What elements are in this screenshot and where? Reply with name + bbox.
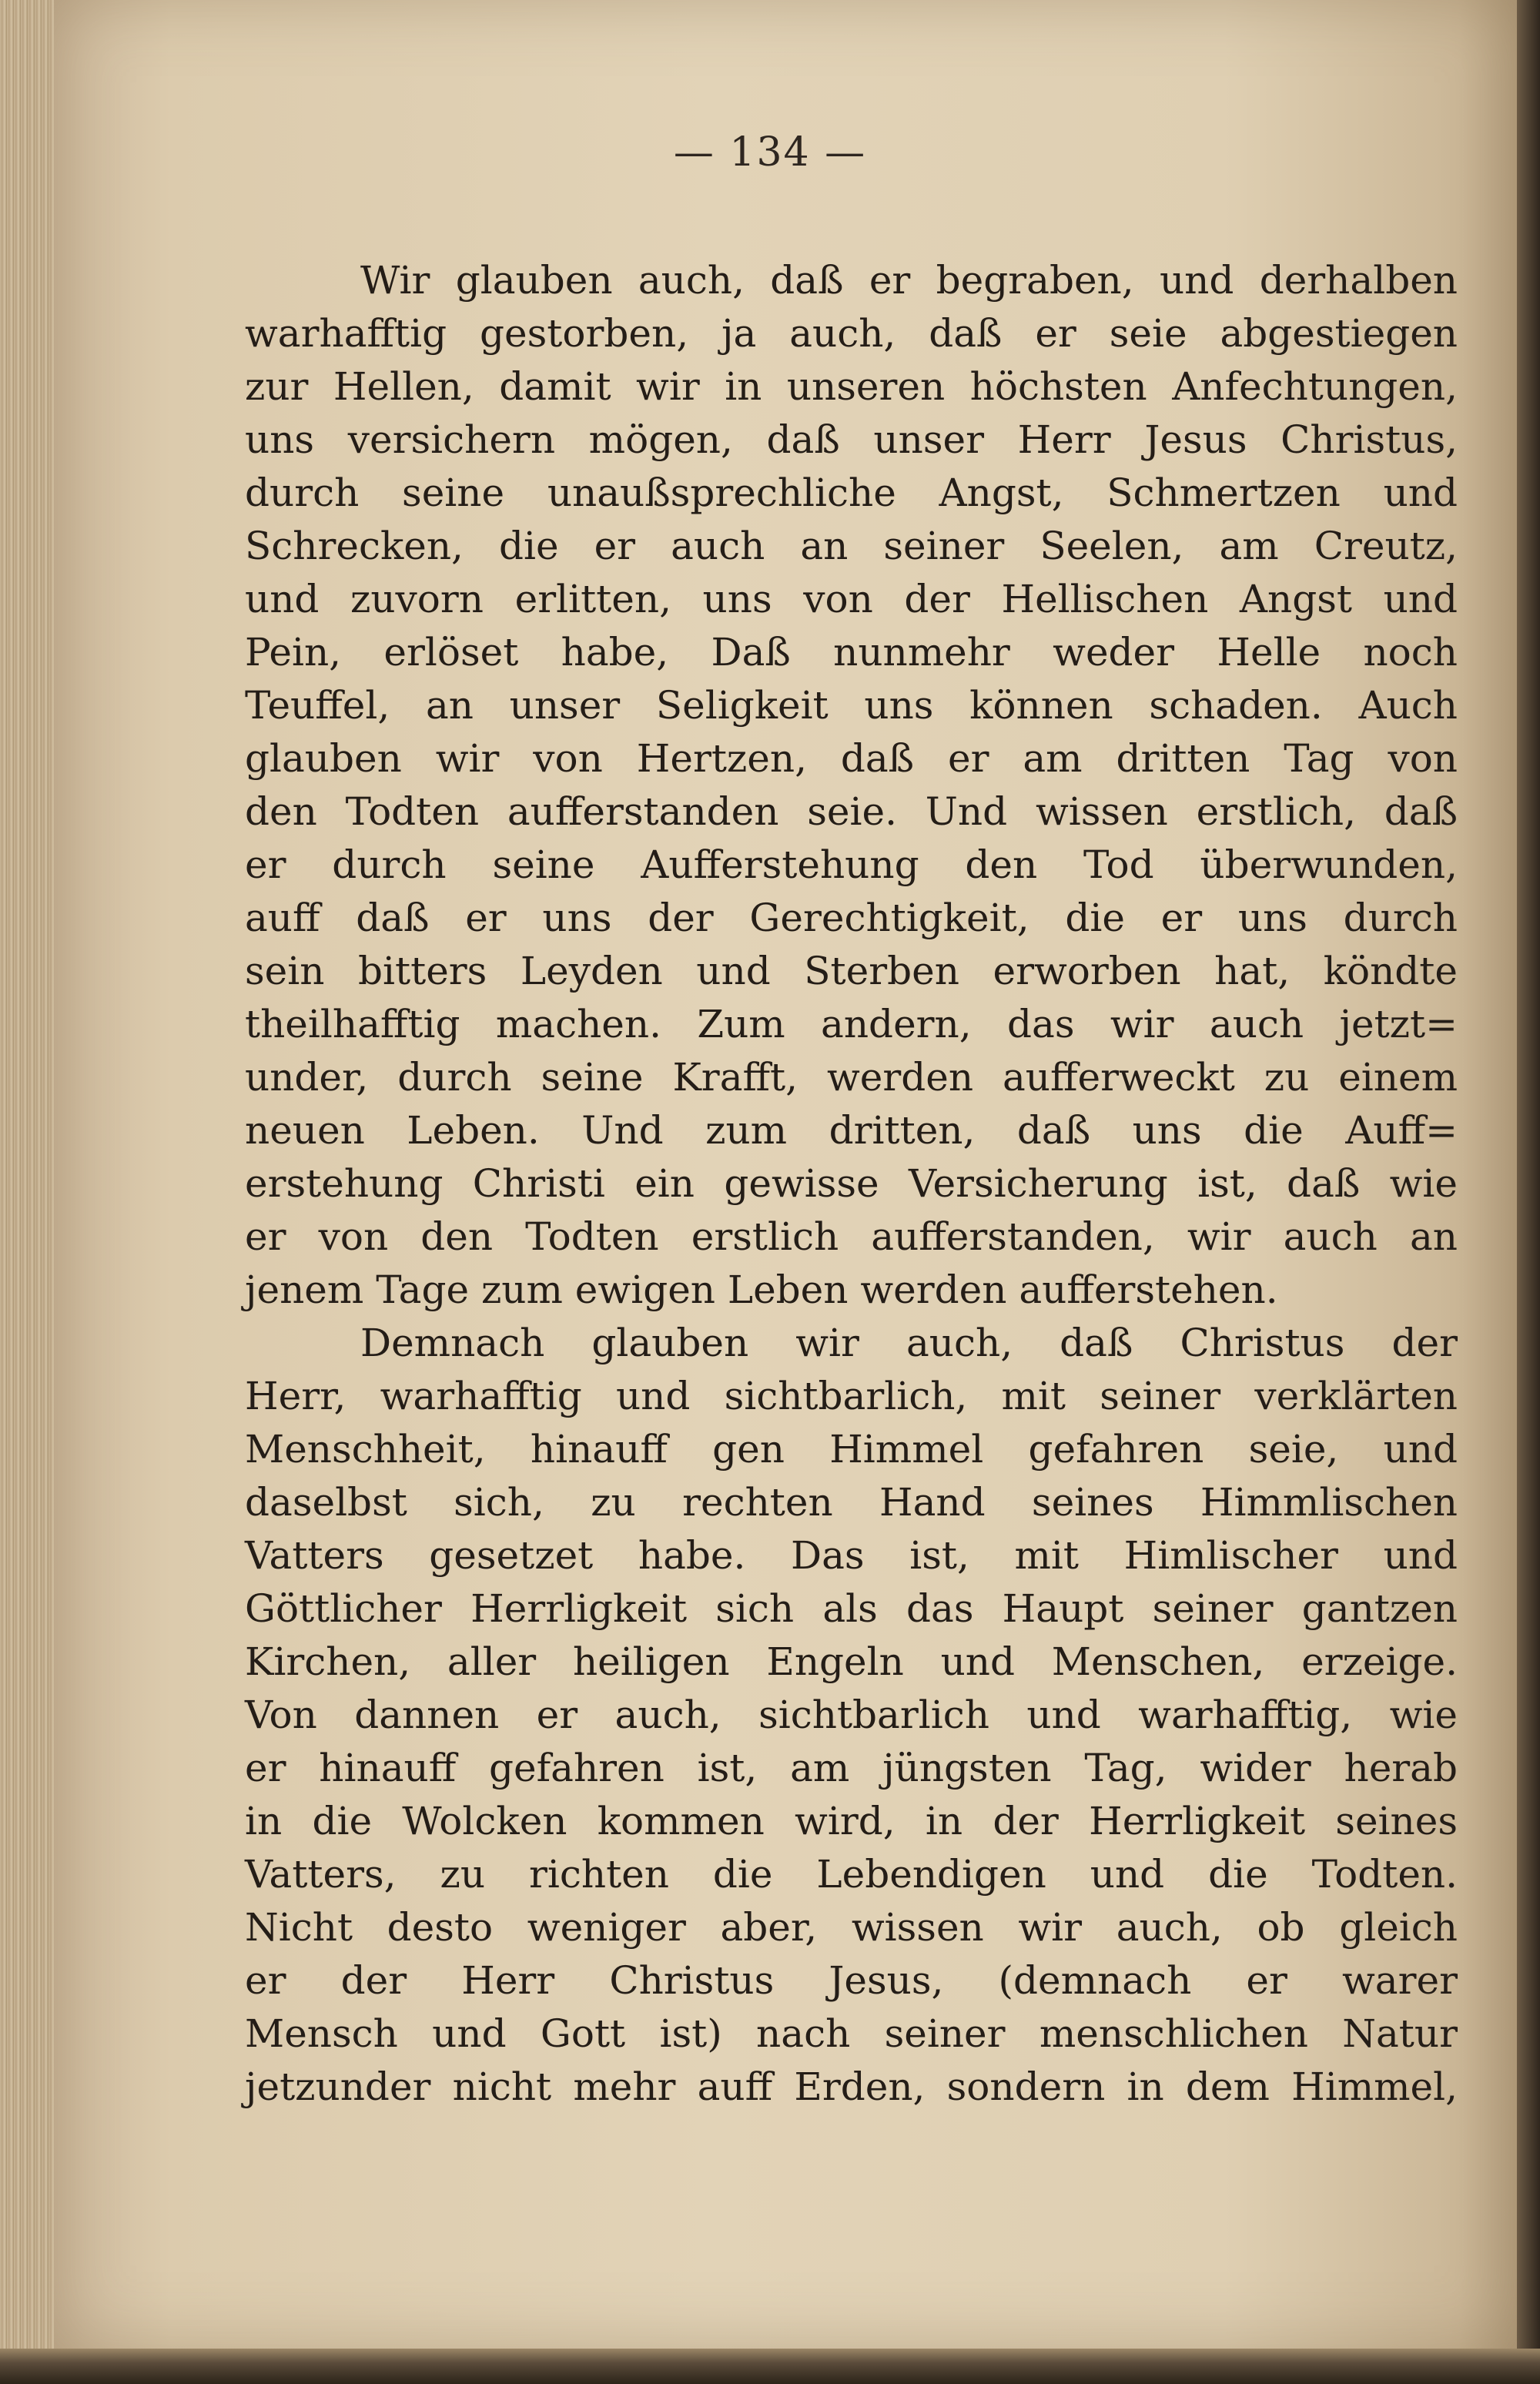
text-line: daselbst sich, zu rechten Hand seines Himmlischen — [245, 1480, 1458, 1525]
text-line: Herr, warhafftig und sichtbarlich, mit seiner verklärten — [245, 1374, 1458, 1418]
text-line: er durch seine Aufferstehung den Tod überwunden, — [245, 842, 1458, 887]
text-line: glauben wir von Hertzen, daß er am dritten Tag von — [245, 736, 1458, 781]
text-line: theilhafftig machen. Zum andern, das wir auch jetzt= — [245, 1002, 1458, 1046]
text-line: er von den Todten erstlich aufferstanden, wir auch an — [245, 1214, 1458, 1259]
page-stack-edge-left — [0, 0, 54, 2384]
text-line: zur Hellen, damit wir in unseren höchsten Anfechtungen, — [245, 364, 1458, 409]
text-line: under, durch seine Krafft, werden aufferweckt zu einem — [245, 1055, 1458, 1100]
text-line: Vatters gesetzet habe. Das ist, mit Himlischer und — [245, 1533, 1458, 1578]
text-line: und zuvorn erlitten, uns von der Hellischen Angst und — [245, 577, 1458, 621]
text-line: jenem Tage zum ewigen Leben werden aufferstehen. — [245, 1267, 1278, 1312]
body-text — [245, 254, 1458, 2114]
text-line: Vatters, zu richten die Lebendigen und die Todten. — [245, 1852, 1458, 1897]
text-line: auff daß er uns der Gerechtigkeit, die er uns durch — [245, 896, 1458, 940]
text-line: neuen Leben. Und zum dritten, daß uns die Auff= — [245, 1108, 1458, 1153]
book-binding-edge-right — [1517, 0, 1540, 2384]
text-line: Menschheit, hinauff gen Himmel gefahren seie, und — [245, 1427, 1458, 1472]
text-line: uns versichern mögen, daß unser Herr Jesus Christus, — [245, 417, 1458, 462]
text-line: sein bitters Leyden und Sterben erworben hat, köndte — [245, 949, 1458, 993]
text-line: er hinauff gefahren ist, am jüngsten Tag, wider herab — [245, 1746, 1458, 1790]
text-line: jetzunder nicht mehr auff Erden, sondern in dem Himmel, — [245, 2064, 1458, 2109]
text-line: den Todten aufferstanden seie. Und wissen erstlich, daß — [245, 789, 1458, 834]
text-line: Wir glauben auch, daß er begraben, und derhalben — [360, 258, 1458, 303]
text-line: durch seine unaußsprechliche Angst, Schmertzen und — [245, 470, 1458, 515]
text-line: Mensch und Gott ist) nach seiner menschlichen Natur — [245, 2011, 1458, 2056]
text-line: Kirchen, aller heiligen Engeln und Menschen, erzeige. — [245, 1639, 1458, 1684]
text-line: erstehung Christi ein gewisse Versicherung ist, daß wie — [245, 1161, 1458, 1206]
text-line: warhafftig gestorben, ja auch, daß er seie abgestiegen — [245, 311, 1458, 356]
text-line: Göttlicher Herrligkeit sich als das Haupt seiner gantzen — [245, 1586, 1458, 1631]
page-stack-edge-bottom — [0, 2349, 1540, 2384]
page-number: — 134 — — [673, 129, 867, 176]
text-line: Demnach glauben wir auch, daß Christus der — [360, 1321, 1458, 1365]
text-line: in die Wolcken kommen wird, in der Herrligkeit seines — [245, 1799, 1458, 1843]
text-line: Teuffel, an unser Seligkeit uns können schaden. Auch — [245, 683, 1458, 728]
text-line: Von dannen er auch, sichtbarlich und warhafftig, wie — [245, 1693, 1458, 1737]
text-line: Nicht desto weniger aber, wissen wir auch, ob gleich — [245, 1905, 1458, 1950]
text-line: Pein, erlöset habe, Daß nunmehr weder Helle noch — [245, 630, 1458, 675]
text-line: er der Herr Christus Jesus, (demnach er warer — [245, 1958, 1458, 2003]
text-line: Schrecken, die er auch an seiner Seelen, am Creutz, — [245, 524, 1458, 568]
